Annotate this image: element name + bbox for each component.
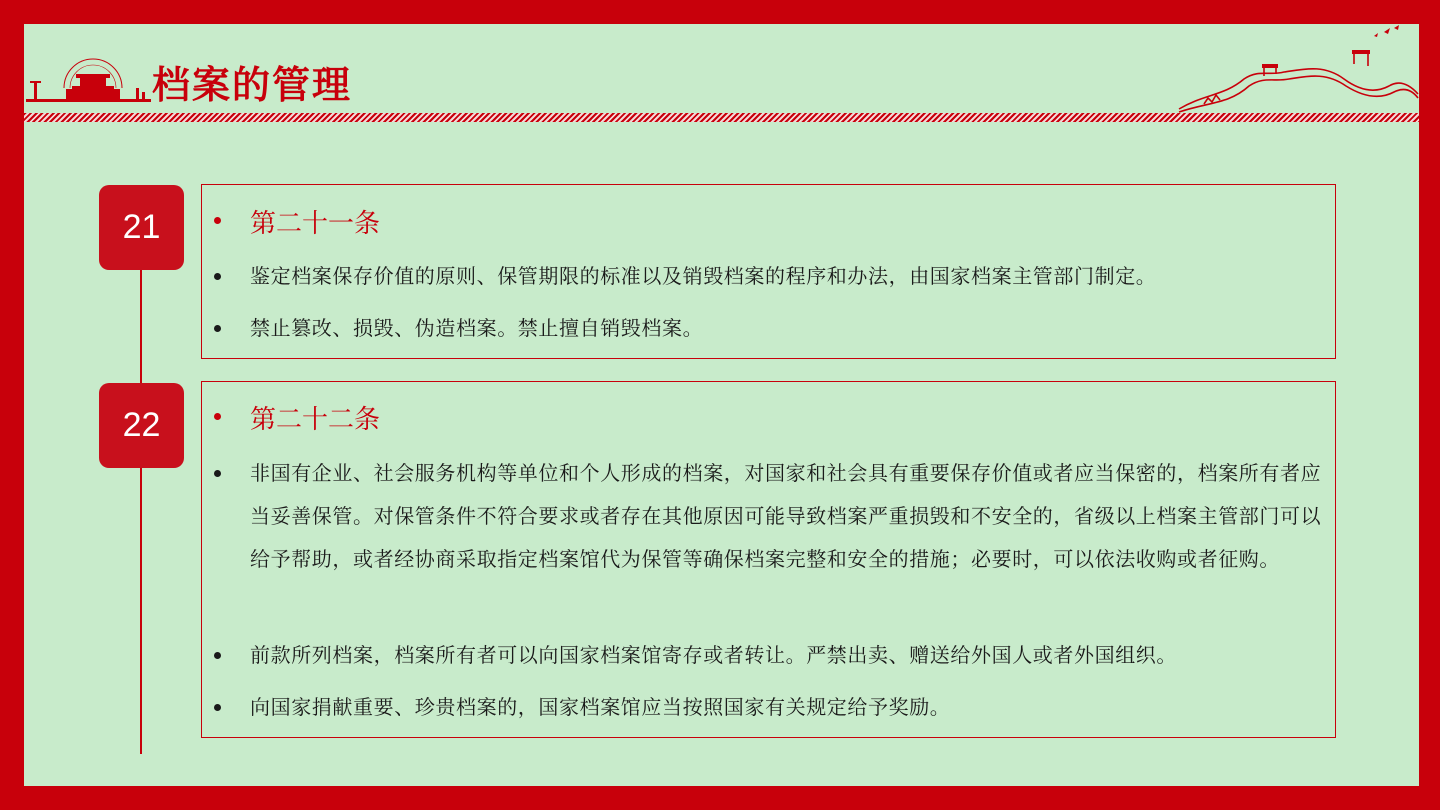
great-wall-icon [1174,24,1419,114]
article-paragraph: 非国有企业、社会服务机构等单位和个人形成的档案，对国家和社会具有重要保存价值或者应当保密的，档案所有者应当妥善保管。对保管条件不符合要求或者存在其他原因可能导致档案严重损毁和不安全的，省级以上档案主管部门可以给予帮助，或者经协商采取指定档案馆代为保管等确保档案完整和安全的措施；必要时，可以依法收购或者征购。 [250,461,1322,571]
article-heading: 第二十二条 [250,405,381,435]
article-paragraph: 向国家捐献重要、珍贵档案的，国家档案馆应当按照国家有关规定给予奖励。 [250,695,951,719]
bullet-icon [214,652,221,659]
article-box [201,381,1336,738]
article-box [201,184,1336,359]
header-divider [24,113,1419,122]
article-paragraph: 禁止篡改、损毁、伪造档案。禁止擅自销毁档案。 [250,316,704,340]
slide [24,24,1419,786]
article-number-badge: 22 [99,383,184,468]
article-number-badge: 21 [99,185,184,270]
bullet-icon [214,704,221,711]
article-paragraph: 鉴定档案保存价值的原则、保管期限的标准以及销毁档案的程序和办法，由国家档案主管部门制定。 [250,264,1157,288]
page-title: 档案的管理 [152,63,353,107]
bullet-icon [214,413,221,420]
bullet-icon [214,273,221,280]
bullet-icon [214,217,221,224]
tiananmen-icon [26,46,151,102]
timeline-line [140,244,142,754]
article-paragraph: 前款所列档案，档案所有者可以向国家档案馆寄存或者转让。严禁出卖、赠送给外国人或者外国组织。 [250,643,1177,667]
bullet-icon [214,470,221,477]
article-heading: 第二十一条 [250,209,381,239]
bullet-icon [214,325,221,332]
